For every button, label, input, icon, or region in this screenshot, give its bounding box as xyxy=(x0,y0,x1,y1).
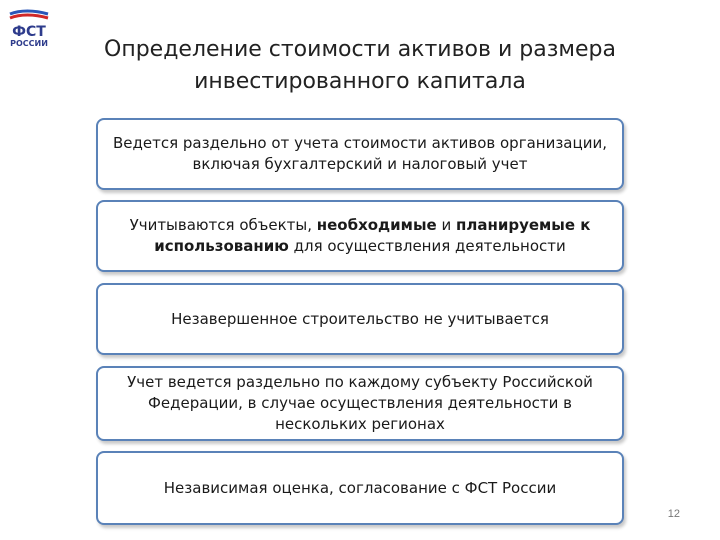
info-box-2-part2: и xyxy=(436,216,456,234)
info-box-4 xyxy=(96,366,624,441)
slide-title: Определение стоимости активов и размера инвестированного капитала xyxy=(104,37,616,94)
info-box-2-bold2: планируемые к использованию xyxy=(154,216,591,255)
info-box-2-part3: для осуществления деятельности xyxy=(288,237,566,255)
logo-text-bottom: РОССИИ xyxy=(10,39,48,48)
info-box-5 xyxy=(96,451,624,525)
info-box-2-text xyxy=(110,215,610,257)
info-box-1-text: Ведется раздельно от учета стоимости активов организации, включая бухгалтерский и налоговый учет xyxy=(113,134,607,173)
info-box-2 xyxy=(96,200,624,272)
info-box-1 xyxy=(96,118,624,190)
info-box-5-text: Независимая оценка, согласование с ФСТ России xyxy=(163,478,557,497)
info-box-3-text: Незавершенное строительство не учитывается xyxy=(171,309,549,328)
info-box-2-bold1: необходимые xyxy=(316,216,437,234)
info-box-4-text: Учет ведется раздельно по каждому субъекту Российской Федерации, в случае осуществления деятельности в нескольких регионах xyxy=(127,373,593,433)
info-box-3 xyxy=(96,283,624,355)
page-number: 12 xyxy=(667,508,680,520)
logo-text-top: ФСТ xyxy=(12,24,46,40)
fst-logo xyxy=(6,8,52,50)
info-box-2-part1: Учитываются объекты, xyxy=(129,216,317,234)
fst-logo-icon xyxy=(6,8,52,50)
